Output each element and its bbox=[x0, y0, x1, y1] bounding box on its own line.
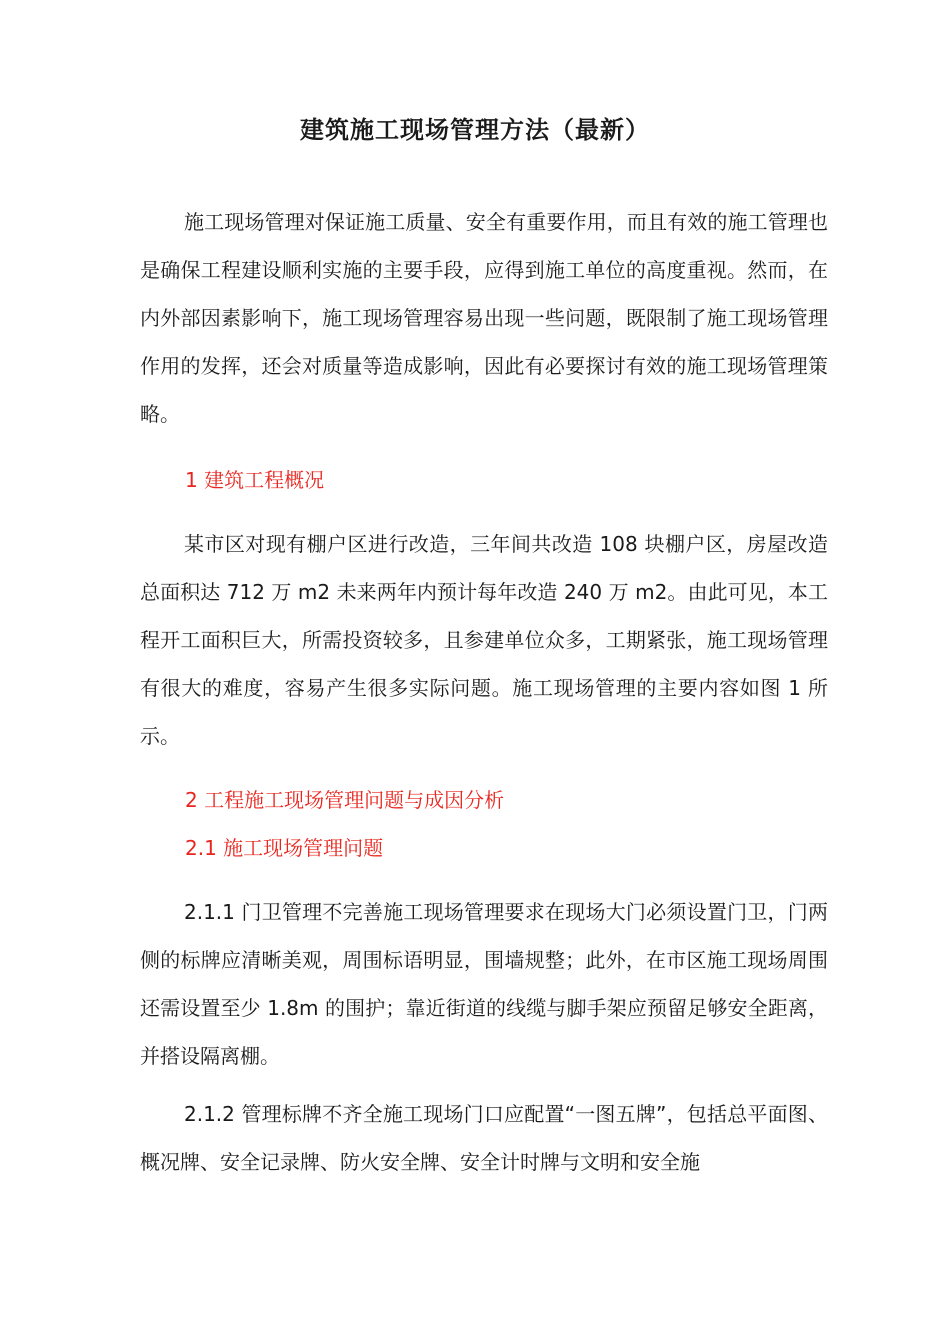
document-title: 建筑施工现场管理方法（最新） bbox=[300, 116, 650, 144]
intro-paragraph: 施工现场管理对保证施工质量、安全有重要作用，而且有效的施工管理也是确保工程建设顺利实施的主要手段，应得到施工单位的高度重视。然而，在内外部因素影响下，施工现场管理容易出现一些问题，既限制了施工现场管理作用的发挥，还会对质量等造成影响，因此有必要探讨有效的施工现场管理策略。 bbox=[140, 210, 828, 426]
paragraph-2-1-2: 2.1.2 管理标牌不齐全施工现场门口应配置“一图五牌”，包括总平面图、概况牌、安全记录牌、防火安全牌、安全计时牌与文明和安全施 bbox=[140, 1102, 828, 1174]
paragraph-2-1-1: 2.1.1 门卫管理不完善施工现场管理要求在现场大门必须设置门卫，门两侧的标牌应清晰美观，周围标语明显，围墙规整；此外，在市区施工现场周围还需设置至少 1.8m 的围护；靠近街道的线缆与脚手架应预留足够安全距离，并搭设隔离棚。 bbox=[140, 900, 828, 1068]
section-1-heading: 1 建筑工程概况 bbox=[185, 468, 325, 492]
section-2-1-heading: 2.1 施工现场管理问题 bbox=[185, 836, 384, 860]
section-2-heading: 2 工程施工现场管理问题与成因分析 bbox=[185, 788, 505, 812]
section-1-paragraph: 某市区对现有棚户区进行改造，三年间共改造 108 块棚户区，房屋改造总面积达 712 万 m2 未来两年内预计每年改造 240 万 m2。由此可见，本工程开工面积巨大，所需投资较多，且参建单位众多，工期紧张，施工现场管理有很大的难度，容易产生很多实际问题。施工现场管理的主要内容如图 1 所示。 bbox=[140, 532, 828, 748]
